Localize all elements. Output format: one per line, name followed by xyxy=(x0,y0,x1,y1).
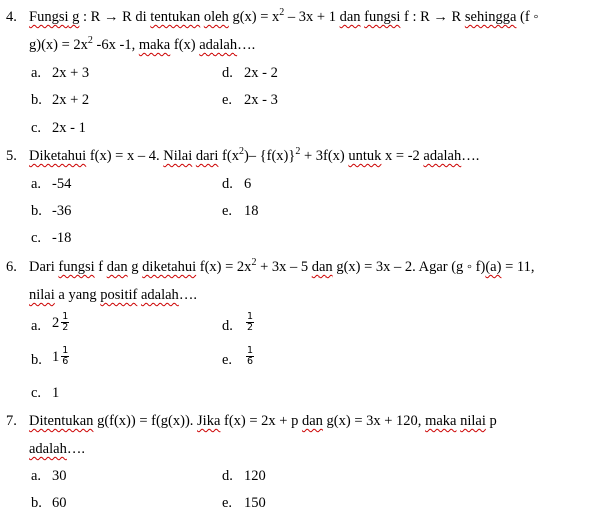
option-label: b. xyxy=(31,495,42,511)
option-label: c. xyxy=(31,385,42,401)
option-label: a. xyxy=(31,318,42,334)
option-value-fraction: 2 $\frac{1}{2}$ xyxy=(52,311,69,333)
option-label: e. xyxy=(222,92,233,108)
option-value: 60 xyxy=(52,495,67,511)
option-value-fraction xyxy=(244,346,254,367)
option-value-fraction: 1 $\frac{1}{6}$ xyxy=(52,345,69,367)
question-5-line-1: Diketahui f(x) = x – 4. Nilai dari $f(x^2)-$ $\{f(x)\}^2 + 3f(x)$ untuk x = -2 adalah…. xyxy=(29,146,480,164)
fraction: $\frac{1}{6}$ xyxy=(247,345,254,367)
question-6-line-1: Dari fungsi f dan g diketahui $f(x) = 2x^2 + 3x - 5$ dan g(x) = 3x – 2. Agar (g ◦ f)(a) = 11, xyxy=(29,257,535,275)
option-value: 6 xyxy=(244,176,252,192)
option-label: d. xyxy=(222,468,233,484)
option-value: 2x - 2 xyxy=(244,65,278,81)
option-label: e. xyxy=(222,495,233,511)
option-label: c. xyxy=(31,230,42,246)
option-label: b. xyxy=(31,352,42,368)
question-6-line-2: nilai a yang positif adalah…. xyxy=(29,287,197,303)
option-value: 2x - 3 xyxy=(244,92,278,108)
option-value: 150 xyxy=(244,495,266,511)
option-label: d. xyxy=(222,318,233,334)
fraction: $\frac{1}{6}$ xyxy=(62,345,69,367)
question-number: 5. xyxy=(6,148,17,164)
option-label: b. xyxy=(31,203,42,219)
question-number: 4. xyxy=(6,9,17,25)
question-7-line-1: Ditentukan g(f(x)) = f(g(x)). Jika f(x) = 2x + p dan g(x) = 3x + 120, maka nilai p xyxy=(29,413,497,429)
question-4-line-2: $g)(x) = 2x^2$ -6x -1, maka f(x) adalah…. xyxy=(29,35,256,53)
option-value: 30 xyxy=(52,468,67,484)
option-label: b. xyxy=(31,92,42,108)
fraction: $\frac{1}{2}$ xyxy=(62,311,69,333)
option-label: a. xyxy=(31,65,42,81)
option-label: a. xyxy=(31,468,42,484)
option-value: 1 xyxy=(52,385,60,401)
option-value: -36 xyxy=(52,203,72,219)
option-value-fraction xyxy=(244,312,254,333)
option-label: d. xyxy=(222,65,233,81)
question-number: 7. xyxy=(6,413,17,429)
option-value: 2x + 2 xyxy=(52,92,90,108)
option-label: a. xyxy=(31,176,42,192)
option-value: 18 xyxy=(244,203,259,219)
option-value: -54 xyxy=(52,176,72,192)
question-7-line-2: adalah…. xyxy=(29,441,85,457)
option-value: -18 xyxy=(52,230,72,246)
option-label: e. xyxy=(222,203,233,219)
option-label: c. xyxy=(31,120,42,136)
option-value: 120 xyxy=(244,468,266,484)
option-label: d. xyxy=(222,176,233,192)
option-value: 2x + 3 xyxy=(52,65,90,81)
question-number: 6. xyxy=(6,259,17,275)
question-4-line-1: Fungsi g : R → R di tentukan oleh $g(x) = x^2 - 3x + 1$ dan fungsi f : R → R sehingga (f ◦ xyxy=(29,7,539,25)
option-label: e. xyxy=(222,352,233,368)
option-value: 2x - 1 xyxy=(52,120,86,136)
fraction: $\frac{1}{2}$ xyxy=(247,311,254,333)
